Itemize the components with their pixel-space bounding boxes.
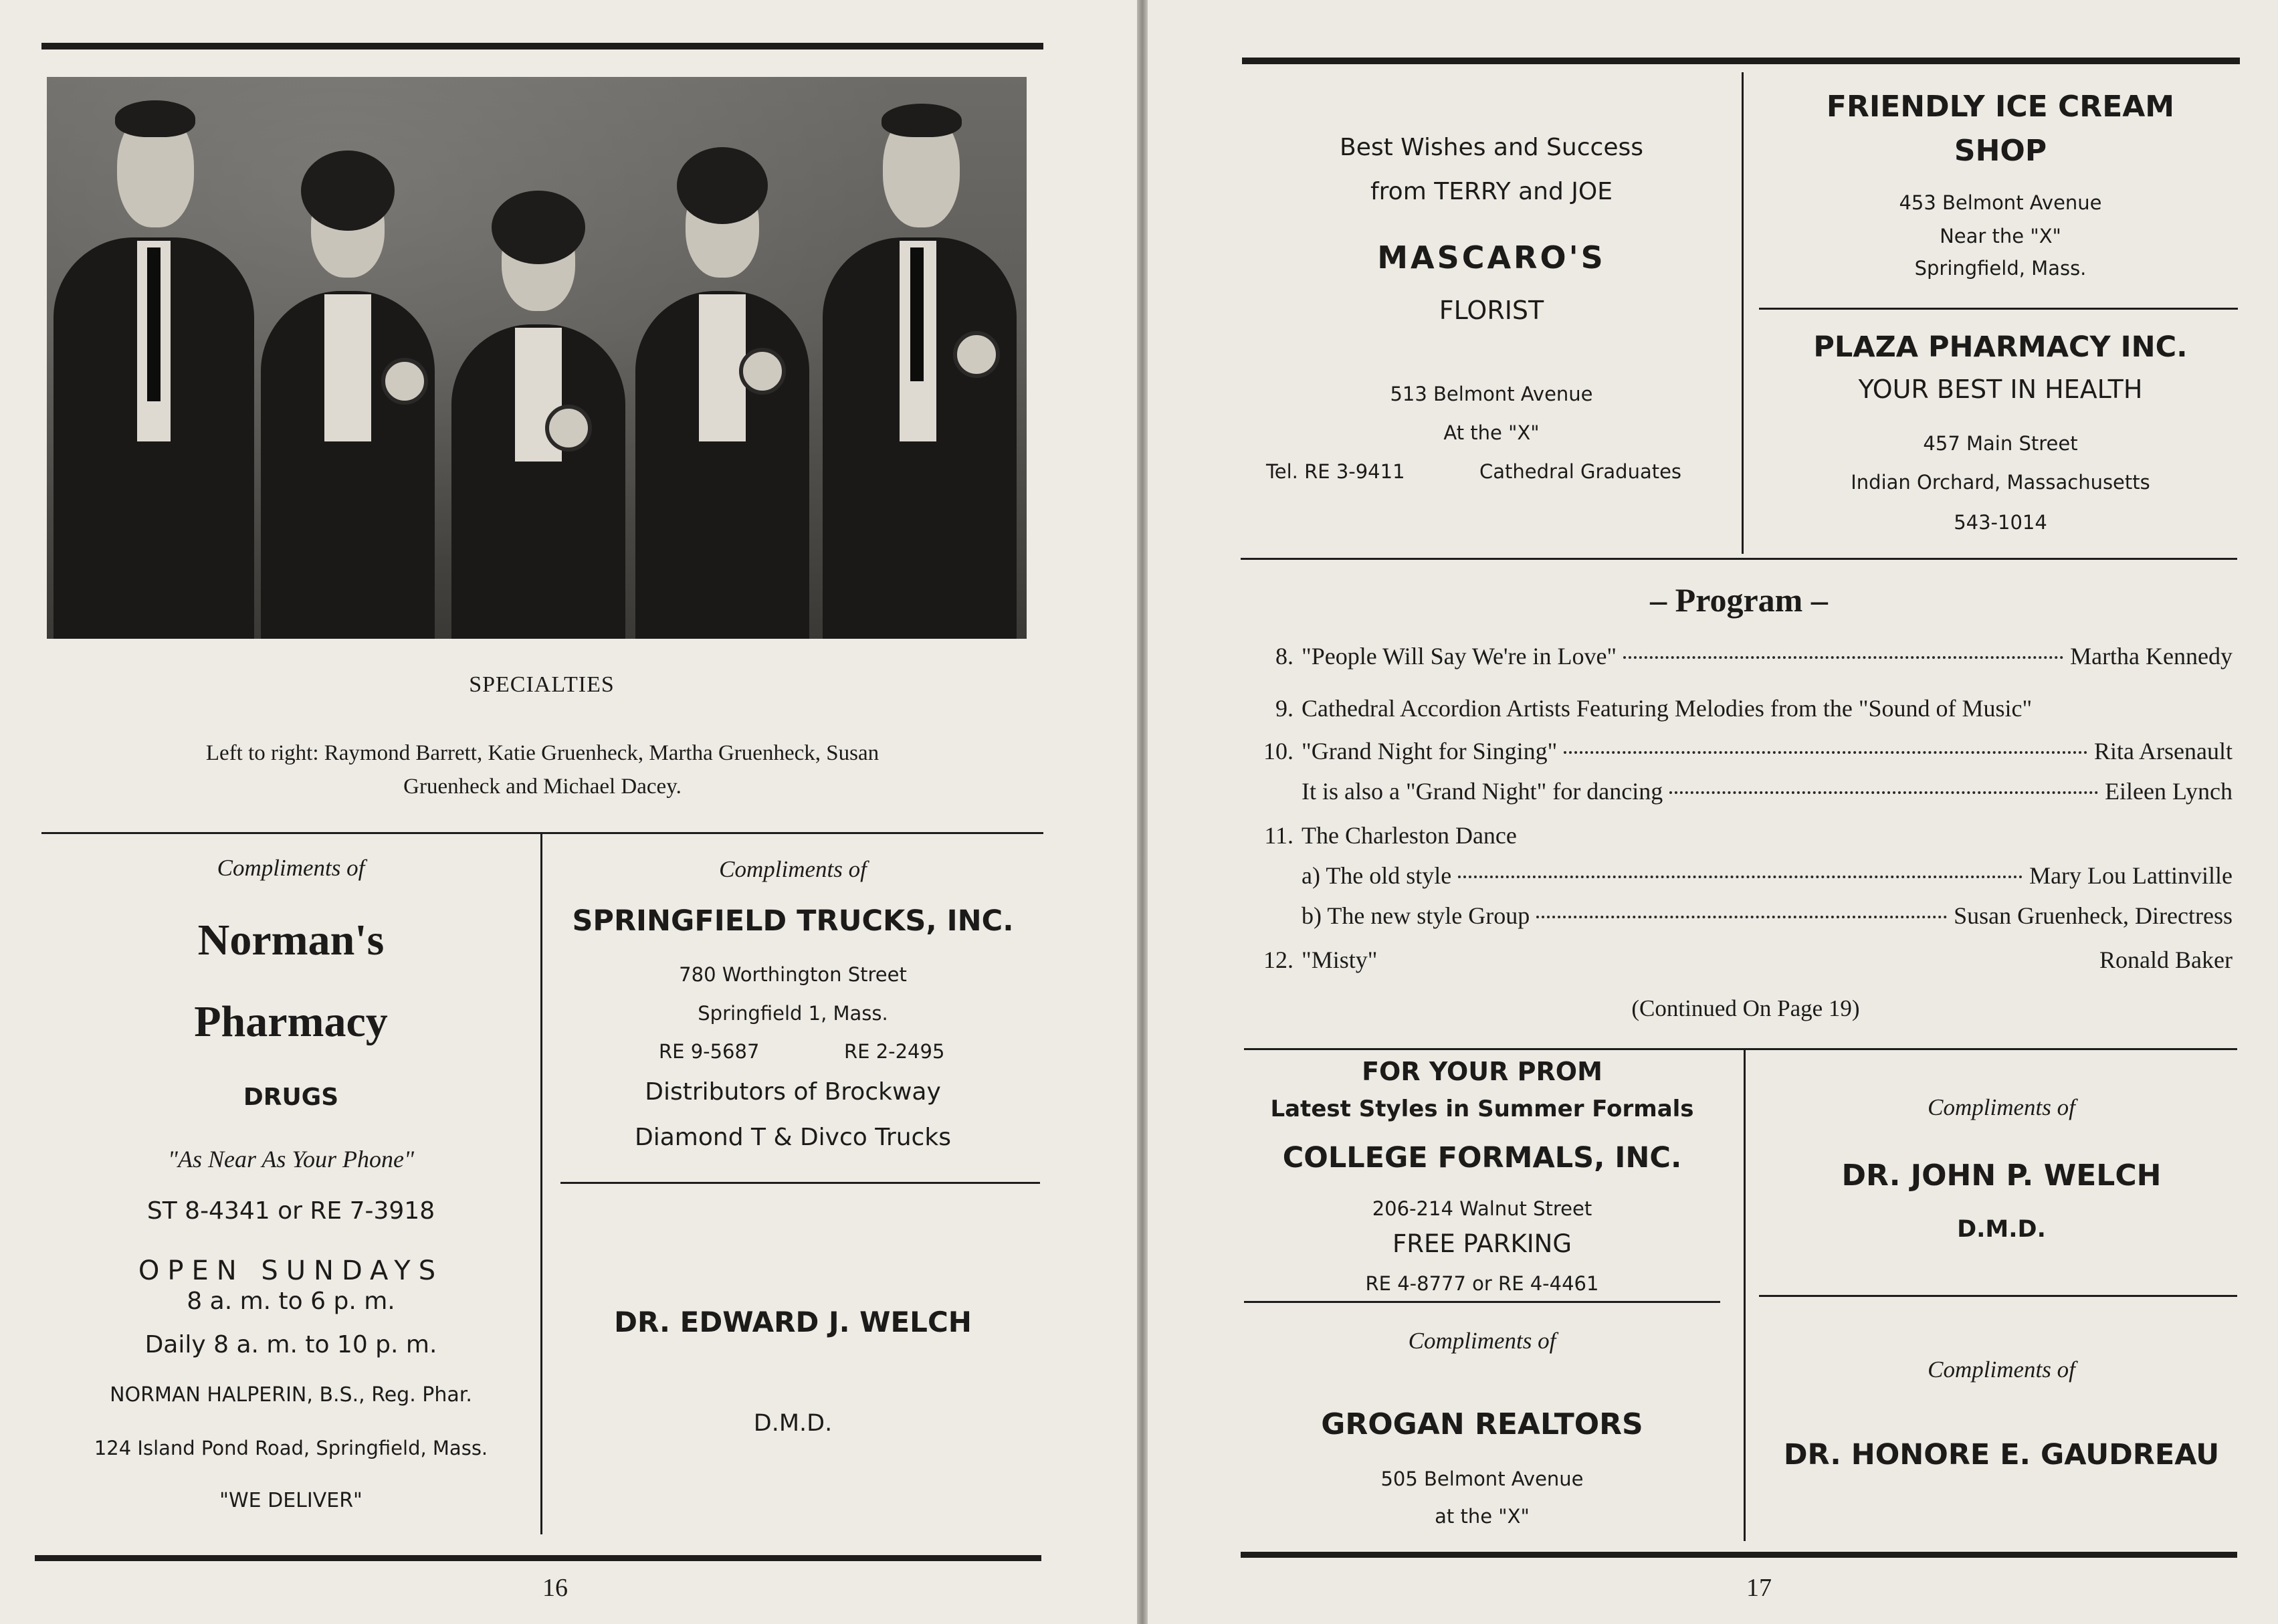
program-item-leader bbox=[1564, 751, 2087, 754]
program-item-title: Cathedral Accordion Artists Featuring Melodies from the "Sound of Music" bbox=[1302, 695, 2033, 722]
friendly-near: Near the "X" bbox=[1940, 225, 2061, 247]
normans-sunday-hours: 8 a. m. to 6 p. m. bbox=[187, 1288, 395, 1315]
program-item bbox=[1255, 902, 2233, 930]
plaza-phone: 543-1014 bbox=[1954, 511, 2047, 534]
grogan-at: at the "X" bbox=[1435, 1505, 1530, 1528]
right-bottom-rule bbox=[1241, 1552, 2237, 1558]
book-gutter bbox=[1137, 0, 1148, 1624]
mascaros-tel: Tel. RE 3-9411 bbox=[1266, 460, 1405, 483]
normans-compliments: Compliments of bbox=[217, 855, 365, 881]
program-item-title: It is also a "Grand Night" for dancing bbox=[1302, 778, 1663, 805]
program-item-performer: Ronald Baker bbox=[2099, 946, 2233, 973]
program-item-number: 12. bbox=[1263, 946, 1293, 973]
program-item-performer: Mary Lou Lattinville bbox=[2029, 862, 2233, 889]
mascaros-wishes2: from TERRY and JOE bbox=[1370, 178, 1613, 205]
mascaros-wishes1: Best Wishes and Success bbox=[1340, 134, 1643, 161]
program-item bbox=[1255, 777, 2233, 805]
program-item-number: 9. bbox=[1275, 695, 1293, 722]
program-item bbox=[1255, 861, 2233, 890]
welch-gaudreau-rule bbox=[1759, 1295, 2237, 1297]
grogan-compliments: Compliments of bbox=[1408, 1328, 1556, 1354]
formals-grogan-rule bbox=[1244, 1301, 1720, 1303]
mascaros-street: 513 Belmont Avenue bbox=[1390, 383, 1593, 405]
program-item-leader bbox=[1623, 656, 2063, 659]
program-item-title: The Charleston Dance bbox=[1302, 822, 1517, 849]
plaza-name: PLAZA PHARMACY INC. bbox=[1813, 330, 2188, 364]
dr-john-compliments: Compliments of bbox=[1928, 1094, 2075, 1120]
normans-deliver: "WE DELIVER" bbox=[219, 1489, 363, 1512]
bottom-rule bbox=[35, 1555, 1041, 1561]
page-number-right: 17 bbox=[1746, 1574, 1772, 1602]
page-number-left: 16 bbox=[542, 1574, 568, 1602]
friendly-name2: SHOP bbox=[1954, 134, 2047, 168]
program-item-title: "People Will Say We're in Love" bbox=[1302, 643, 1617, 670]
program-item-number: 10. bbox=[1263, 738, 1293, 765]
grogan-street: 505 Belmont Avenue bbox=[1380, 1467, 1584, 1490]
group-photo bbox=[47, 77, 1027, 639]
mascaros-type: FLORIST bbox=[1439, 296, 1544, 325]
normans-open-sundays: OPEN SUNDAYS bbox=[138, 1255, 444, 1286]
dr-edward-degree: D.M.D. bbox=[753, 1410, 833, 1437]
normans-phones: ST 8-4341 or RE 7-3918 bbox=[146, 1197, 435, 1225]
program-item bbox=[1255, 694, 2233, 722]
normans-name-line1: Norman's bbox=[197, 916, 385, 965]
program-item-leader bbox=[1458, 876, 2023, 878]
program-item bbox=[1255, 946, 2233, 974]
program-item bbox=[1255, 821, 2233, 849]
formals-styles: Latest Styles in Summer Formals bbox=[1270, 1096, 1694, 1122]
formals-phones: RE 4-8777 or RE 4-4461 bbox=[1365, 1272, 1599, 1295]
photo-caption-line2: Gruenheck and Michael Dacey. bbox=[403, 775, 682, 799]
program-item-leader bbox=[1536, 916, 1947, 918]
program-title: – Program – bbox=[1650, 581, 1828, 619]
plaza-street: 457 Main Street bbox=[1923, 432, 2078, 455]
dr-john-degree: D.M.D. bbox=[1957, 1216, 2046, 1243]
formals-prom: FOR YOUR PROM bbox=[1362, 1057, 1602, 1086]
plaza-city: Indian Orchard, Massachusetts bbox=[1851, 471, 2150, 494]
mascaros-grads: Cathedral Graduates bbox=[1479, 460, 1682, 483]
normans-daily-hours: Daily 8 a. m. to 10 p. m. bbox=[144, 1331, 437, 1358]
dr-edward-name: DR. EDWARD J. WELCH bbox=[614, 1306, 972, 1338]
program-item bbox=[1255, 737, 2233, 765]
left-page bbox=[0, 0, 1137, 1624]
top-rule bbox=[41, 43, 1043, 49]
trucks-phone2: RE 2-2495 bbox=[844, 1040, 945, 1063]
program-item-performer: Martha Kennedy bbox=[2070, 643, 2233, 670]
friendly-street: 453 Belmont Avenue bbox=[1899, 191, 2102, 214]
formals-parking: FREE PARKING bbox=[1392, 1229, 1572, 1258]
trucks-city: Springfield 1, Mass. bbox=[698, 1002, 888, 1025]
formals-street: 206-214 Walnut Street bbox=[1372, 1197, 1592, 1220]
program-item-title: a) The old style bbox=[1302, 862, 1452, 889]
program-continued: (Continued On Page 19) bbox=[1631, 995, 1860, 1021]
normans-address: 124 Island Pond Road, Springfield, Mass. bbox=[94, 1437, 488, 1459]
normans-slogan: "As Near As Your Phone" bbox=[167, 1146, 415, 1173]
normans-name-line2: Pharmacy bbox=[194, 997, 388, 1046]
friendly-plaza-divider bbox=[1759, 308, 2238, 310]
photo-caption-line1: Left to right: Raymond Barrett, Katie Gruenheck, Martha Gruenheck, Susan bbox=[205, 741, 879, 765]
program-item-performer: Rita Arsenault bbox=[2094, 738, 2233, 765]
normans-owner: NORMAN HALPERIN, B.S., Reg. Phar. bbox=[110, 1383, 472, 1407]
program-item-performer: Eileen Lynch bbox=[2105, 778, 2233, 805]
trucks-phone1: RE 9-5687 bbox=[659, 1040, 760, 1063]
program-item-performer: Susan Gruenheck, Directress bbox=[1954, 902, 2233, 929]
program-item-number: 11. bbox=[1264, 822, 1293, 849]
trucks-line2: Diamond T & Divco Trucks bbox=[635, 1124, 951, 1151]
program-bottom-rule bbox=[1244, 1048, 2237, 1050]
top-rule bbox=[1242, 58, 2240, 64]
normans-drugs: DRUGS bbox=[243, 1084, 339, 1111]
program-item-leader bbox=[1669, 791, 2098, 794]
trucks-street: 780 Worthington Street bbox=[679, 963, 907, 986]
friendly-name1: FRIENDLY ICE CREAM bbox=[1826, 90, 2175, 124]
plaza-slogan: YOUR BEST IN HEALTH bbox=[1858, 375, 2143, 404]
trucks-name: SPRINGFIELD TRUCKS, INC. bbox=[572, 904, 1014, 938]
photo-caption-title: SPECIALTIES bbox=[469, 672, 615, 697]
program-item-title: "Misty" bbox=[1302, 946, 1378, 973]
trucks-compliments: Compliments of bbox=[719, 856, 867, 882]
dr-honore-name: DR. HONORE E. GAUDREAU bbox=[1783, 1438, 2220, 1471]
program-item-title: b) The new style Group bbox=[1302, 902, 1530, 929]
trucks-bottom-rule bbox=[560, 1182, 1040, 1184]
program-item bbox=[1255, 642, 2233, 670]
section-rule bbox=[41, 832, 1043, 834]
friendly-city: Springfield, Mass. bbox=[1914, 257, 2087, 280]
mascaros-name: MASCARO'S bbox=[1377, 239, 1606, 276]
formals-name: COLLEGE FORMALS, INC. bbox=[1282, 1141, 1682, 1175]
trucks-line1: Distributors of Brockway bbox=[645, 1078, 941, 1106]
dr-honore-compliments: Compliments of bbox=[1928, 1356, 2075, 1383]
program-item-title: "Grand Night for Singing" bbox=[1302, 738, 1558, 765]
program-item-number: 8. bbox=[1275, 643, 1293, 670]
mascaros-at: At the "X" bbox=[1443, 421, 1540, 444]
grogan-name: GROGAN REALTORS bbox=[1321, 1407, 1643, 1441]
ads-program-rule bbox=[1241, 558, 2237, 560]
dr-john-name: DR. JOHN P. WELCH bbox=[1841, 1158, 2162, 1193]
